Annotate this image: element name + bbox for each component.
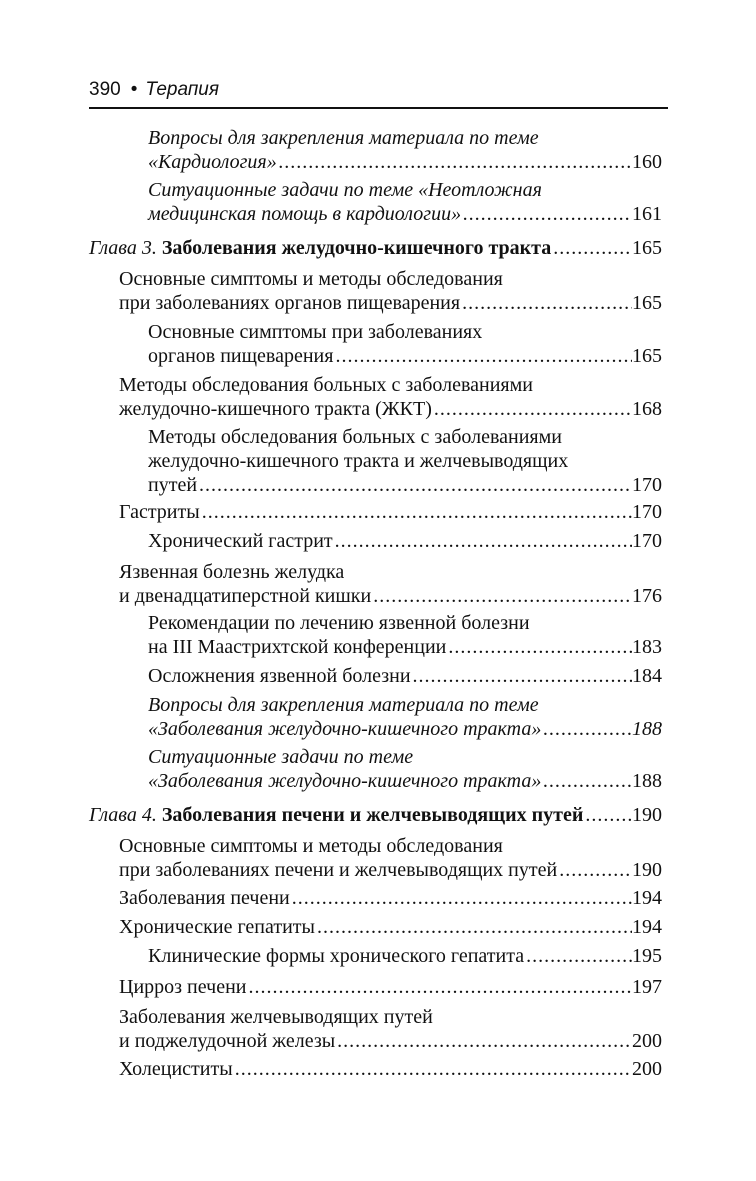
running-head — [89, 78, 667, 102]
dot-leader — [290, 886, 632, 910]
dot-leader — [197, 473, 632, 497]
dot-leader — [541, 717, 632, 741]
toc-page-number: 194 — [632, 916, 662, 938]
toc-page-number: 200 — [632, 1058, 662, 1080]
toc-entry-liver-diseases[interactable] — [119, 886, 662, 910]
toc-entry-gastritis[interactable] — [119, 500, 662, 524]
chapter-title: Заболевания печени и желчевыводящих путей — [161, 804, 584, 826]
toc-page-number: 165 — [632, 292, 662, 314]
running-head-section: Терапия — [145, 79, 219, 100]
toc-entry-maastricht-recommendations[interactable] — [148, 611, 662, 659]
toc-page-number: 170 — [632, 530, 662, 552]
toc-entry-text: Заболевания желчевыводящих путей — [119, 1006, 433, 1028]
toc-page-number: 194 — [632, 887, 662, 909]
toc-entry-text: Осложнения язвенной болезни — [148, 665, 411, 687]
dot-leader — [557, 858, 632, 882]
toc-entry-text: Ситуационные задачи по теме — [148, 746, 414, 768]
toc-entry-gi-exam-methods[interactable] — [119, 373, 662, 421]
toc-entry-gi-biliary-exam-methods[interactable] — [148, 425, 662, 497]
toc-entry-text: органов пищеварения — [148, 345, 334, 367]
toc-entry-text: «Кардиология» — [148, 151, 277, 173]
toc-entry-text: желудочно-кишечного тракта и желчевыводящих — [148, 450, 569, 472]
toc-page-number: 195 — [632, 945, 662, 967]
chapter-title: Заболевания желудочно-кишечного тракта — [161, 237, 552, 259]
toc-entry-cases-emergency-cardiology[interactable] — [148, 178, 662, 226]
dot-leader — [411, 664, 632, 688]
toc-page-number: 184 — [632, 665, 662, 687]
toc-entry-text: медицинская помощь в кардиологии» — [148, 203, 462, 225]
dot-leader — [371, 584, 632, 608]
toc-page-number: 183 — [632, 636, 662, 658]
toc-page-number: 190 — [632, 804, 662, 826]
chapter-label: Глава 3. — [89, 237, 157, 259]
toc-entry-text: Вопросы для закрепления материала по теме — [148, 694, 539, 716]
toc-entry-liver-symptoms-methods[interactable] — [119, 834, 662, 882]
toc-entry-text: Клинические формы хронического гепатита — [148, 945, 525, 967]
toc-entry-text: желудочно-кишечного тракта (ЖКТ) — [119, 398, 432, 420]
toc-page-number: 200 — [632, 1030, 662, 1052]
toc-entry-ulcer-complications[interactable] — [148, 664, 662, 688]
toc-chapter-4[interactable] — [89, 803, 662, 827]
toc-entry-quiz-cardiology[interactable] — [148, 126, 662, 174]
bullet-separator: • — [130, 79, 138, 100]
toc-entry-text: Основные симптомы и методы обследования — [119, 835, 503, 857]
dot-leader — [333, 344, 632, 368]
toc-entry-text: Заболевания печени — [119, 887, 290, 909]
dot-leader — [583, 803, 632, 827]
toc-entry-text: на III Маастрихтской конференции — [148, 636, 447, 658]
toc-entry-chronic-gastritis[interactable] — [148, 529, 662, 553]
page-number: 390 — [89, 79, 121, 100]
toc-entry-text: Основные симптомы и методы обследования — [119, 268, 503, 290]
toc-page-number: 188 — [632, 770, 662, 792]
toc-entry-cases-gi[interactable] — [148, 745, 662, 793]
toc-entry-text: Холециститы — [119, 1058, 233, 1080]
dot-leader — [460, 291, 632, 315]
toc-entry-text: Методы обследования больных с заболеваниями — [119, 374, 533, 396]
chapter-label: Глава 4. — [89, 804, 157, 826]
toc-page-number: 165 — [632, 345, 662, 367]
dot-leader — [551, 236, 632, 260]
toc-page-number: 168 — [632, 398, 662, 420]
toc-entry-text: и двенадцатиперстной кишки — [119, 585, 372, 607]
toc-entry-biliary-pancreas[interactable] — [119, 1005, 662, 1053]
dot-leader — [277, 150, 632, 174]
toc-entry-cirrhosis[interactable] — [119, 975, 662, 999]
dot-leader — [432, 397, 632, 421]
toc-chapter-3[interactable] — [89, 236, 662, 260]
toc-entry-hepatitis-clinical-forms[interactable] — [148, 944, 662, 968]
toc-entry-text: Цирроз печени — [119, 976, 247, 998]
toc-page-number: 197 — [632, 976, 662, 998]
toc-entry-text: Основные симптомы при заболеваниях — [148, 321, 483, 343]
toc-page-number: 188 — [632, 718, 662, 740]
toc-page-number: 160 — [632, 151, 662, 173]
dot-leader — [446, 635, 632, 659]
toc-page-number: 176 — [632, 585, 662, 607]
header-rule — [89, 107, 668, 109]
toc-entry-text: «Заболевания желудочно-кишечного тракта» — [148, 718, 542, 740]
dot-leader — [541, 769, 632, 793]
toc-page-number: 190 — [632, 859, 662, 881]
toc-entry-text: Хронический гастрит — [148, 530, 333, 552]
dot-leader — [461, 202, 632, 226]
toc-entry-text: Рекомендации по лечению язвенной болезни — [148, 612, 530, 634]
toc-page-number: 170 — [632, 501, 662, 523]
dot-leader — [524, 944, 632, 968]
toc-entry-chronic-hepatitis[interactable] — [119, 915, 662, 939]
toc-entry-text: Хронические гепатиты — [119, 916, 315, 938]
toc-entry-text: при заболеваниях печени и желчевыводящих путей — [119, 859, 558, 881]
toc-entry-text: путей — [148, 474, 198, 496]
dot-leader — [200, 500, 632, 524]
toc-entry-text: при заболеваниях органов пищеварения — [119, 292, 461, 314]
toc-entry-quiz-gi[interactable] — [148, 693, 662, 741]
toc-entry-text: Ситуационные задачи по теме «Неотложная — [148, 179, 542, 201]
dot-leader — [335, 1029, 632, 1053]
toc-entry-peptic-ulcer[interactable] — [119, 560, 662, 608]
toc-entry-text: Методы обследования больных с заболеваниями — [148, 426, 562, 448]
toc-entry-text: и поджелудочной железы — [119, 1030, 336, 1052]
toc-entry-text: Язвенная болезнь желудка — [119, 561, 345, 583]
dot-leader — [246, 975, 632, 999]
toc-entry-text: Вопросы для закрепления материала по теме — [148, 127, 539, 149]
toc-entry-gi-symptoms[interactable] — [148, 320, 662, 368]
toc-entry-text: «Заболевания желудочно-кишечного тракта» — [148, 770, 542, 792]
toc-page-number: 161 — [632, 203, 662, 225]
toc-entry-text: Гастриты — [119, 501, 200, 523]
dot-leader — [333, 529, 632, 553]
toc-entry-gi-symptoms-methods[interactable] — [119, 267, 662, 315]
toc-entry-cholecystitis[interactable] — [119, 1057, 662, 1081]
dot-leader — [315, 915, 632, 939]
toc-page-number: 170 — [632, 474, 662, 496]
toc-page-number: 165 — [632, 237, 662, 259]
dot-leader — [233, 1057, 632, 1081]
